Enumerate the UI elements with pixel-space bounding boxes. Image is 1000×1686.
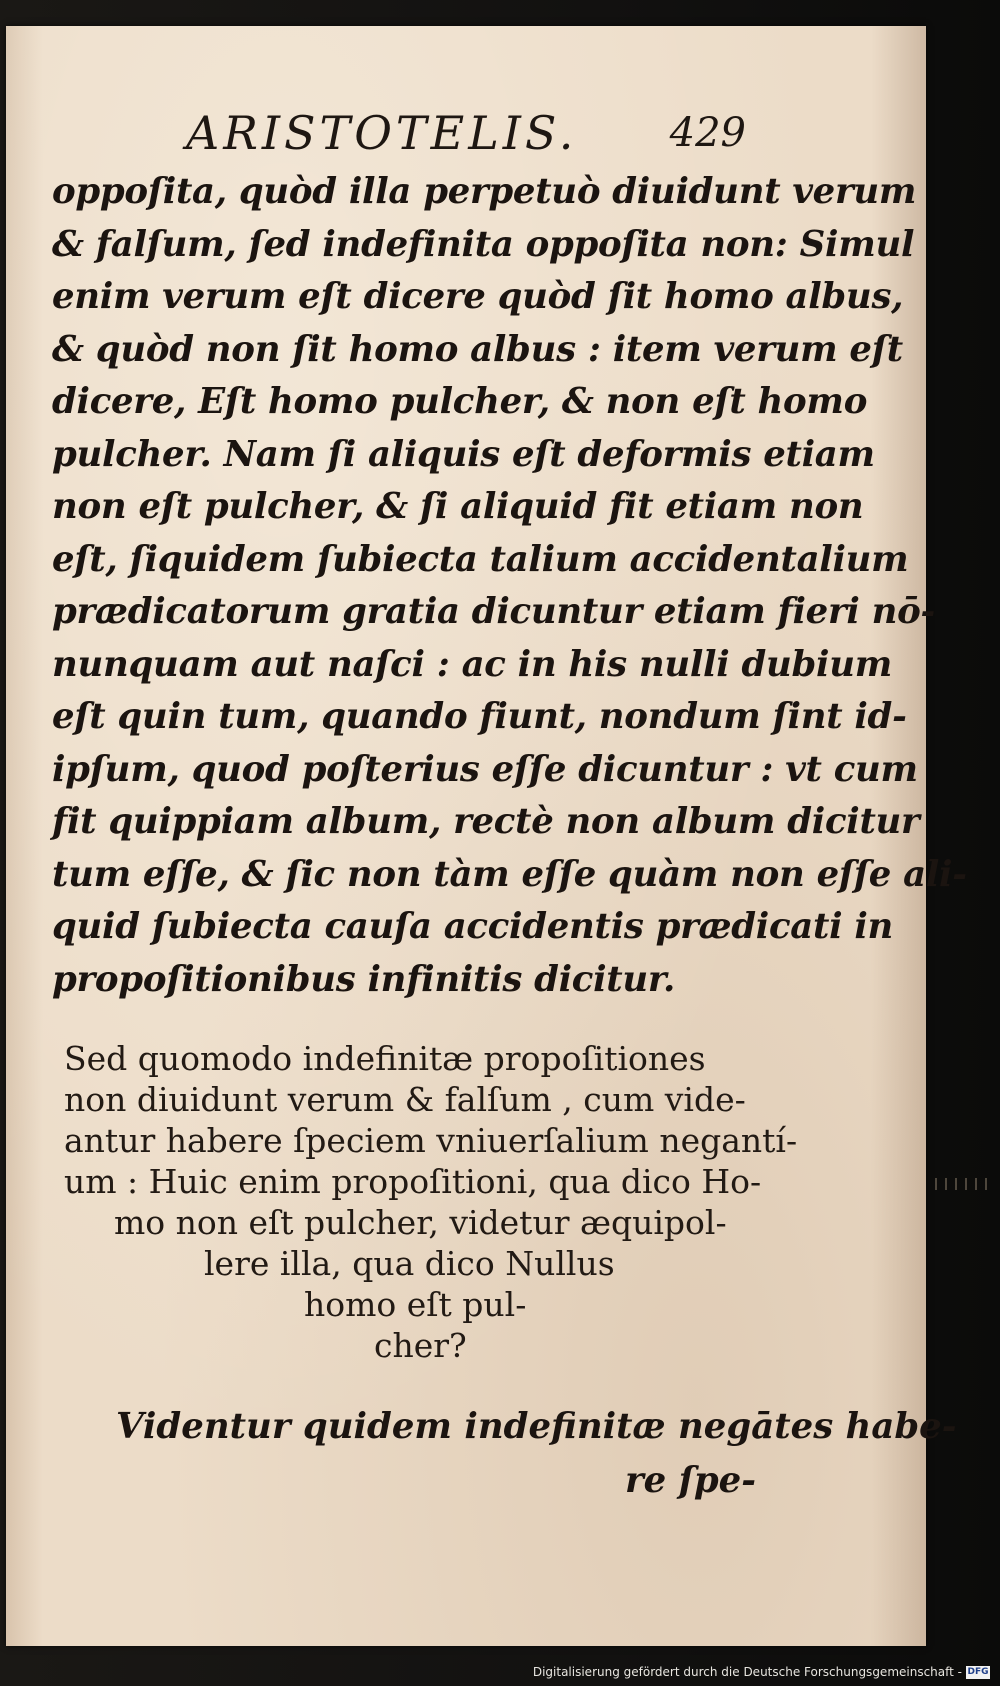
text-line: Sed quomodo indefinitæ propoſitiones	[64, 1039, 706, 1078]
text-line: ipſum, quod poſterius eſſe dicuntur : vt cum	[52, 748, 918, 790]
text-line: enim verum eſt dicere quòd ſit homo albus,	[52, 276, 904, 317]
text-line: prædicatorum gratia dicuntur etiam fieri nō-	[52, 591, 935, 632]
text-line: eſt quin tum, quando fiunt, nondum ſint id-	[52, 696, 907, 737]
scan-edge-marks	[935, 1178, 995, 1190]
roman-question-block	[64, 1038, 798, 1366]
running-head-title: ARISTOTELIS.	[186, 106, 578, 160]
text-line: & quòd non ſit homo albus : item verum eſt	[52, 328, 903, 370]
text-line: antur habere ſpeciem vniuerſalium negantí-	[64, 1121, 798, 1160]
book-page	[6, 26, 967, 1646]
closing-text-block	[116, 1400, 957, 1508]
text-line: lere illa, qua dico Nullus	[204, 1244, 615, 1283]
running-head	[186, 106, 746, 166]
text-line: nunquam aut naſci : ac in his nulli dubium	[52, 643, 892, 685]
text-line: dicere, Eſt homo pulcher, & non eſt homo	[52, 381, 868, 422]
text-line: eſt, ſiquidem ſubiecta talium accidentalium	[52, 538, 909, 580]
text-line: oppoſita, quòd illa perpetuò diuidunt verum	[52, 171, 917, 212]
text-line: tum eſſe, & ſic non tàm eſſe quàm non eſſe ali-	[52, 853, 967, 895]
text-line: cher?	[374, 1326, 467, 1365]
text-line: mo non eſt pulcher, videtur æquipol-	[114, 1203, 727, 1242]
text-line: fit quippiam album, rectè non album dicitur	[52, 801, 920, 842]
text-line: non diuidunt verum & falſum , cum vide-	[64, 1080, 746, 1119]
text-line: quid ſubiecta cauſa accidentis prædicati in	[52, 906, 894, 947]
dfg-logo-icon: DFG	[967, 1666, 989, 1677]
catchword-line: re ſpe-	[624, 1460, 756, 1501]
text-line: homo eſt pul-	[304, 1285, 527, 1324]
text-line: non eſt pulcher, & ſi aliquid fit etiam non	[52, 486, 864, 527]
digitization-footer	[533, 1662, 990, 1682]
italic-text-block	[52, 166, 967, 1006]
text-line: Videntur quidem indefinitæ negātes habe-	[116, 1406, 957, 1447]
text-line: pulcher. Nam ſi aliquis eſt deformis etiam	[52, 433, 875, 475]
footer-credit: Digitalisierung gefördert durch die Deutsche Forschungsgemeinschaft -	[532, 1665, 962, 1679]
text-line: um : Huic enim propoſitioni, qua dico Ho-	[64, 1162, 762, 1201]
text-line: propoſitionibus infinitis dicitur.	[52, 958, 676, 1000]
page-number: 429	[669, 110, 746, 156]
text-line: & falſum, ſed indefinita oppoſita non: Simul	[52, 223, 915, 265]
